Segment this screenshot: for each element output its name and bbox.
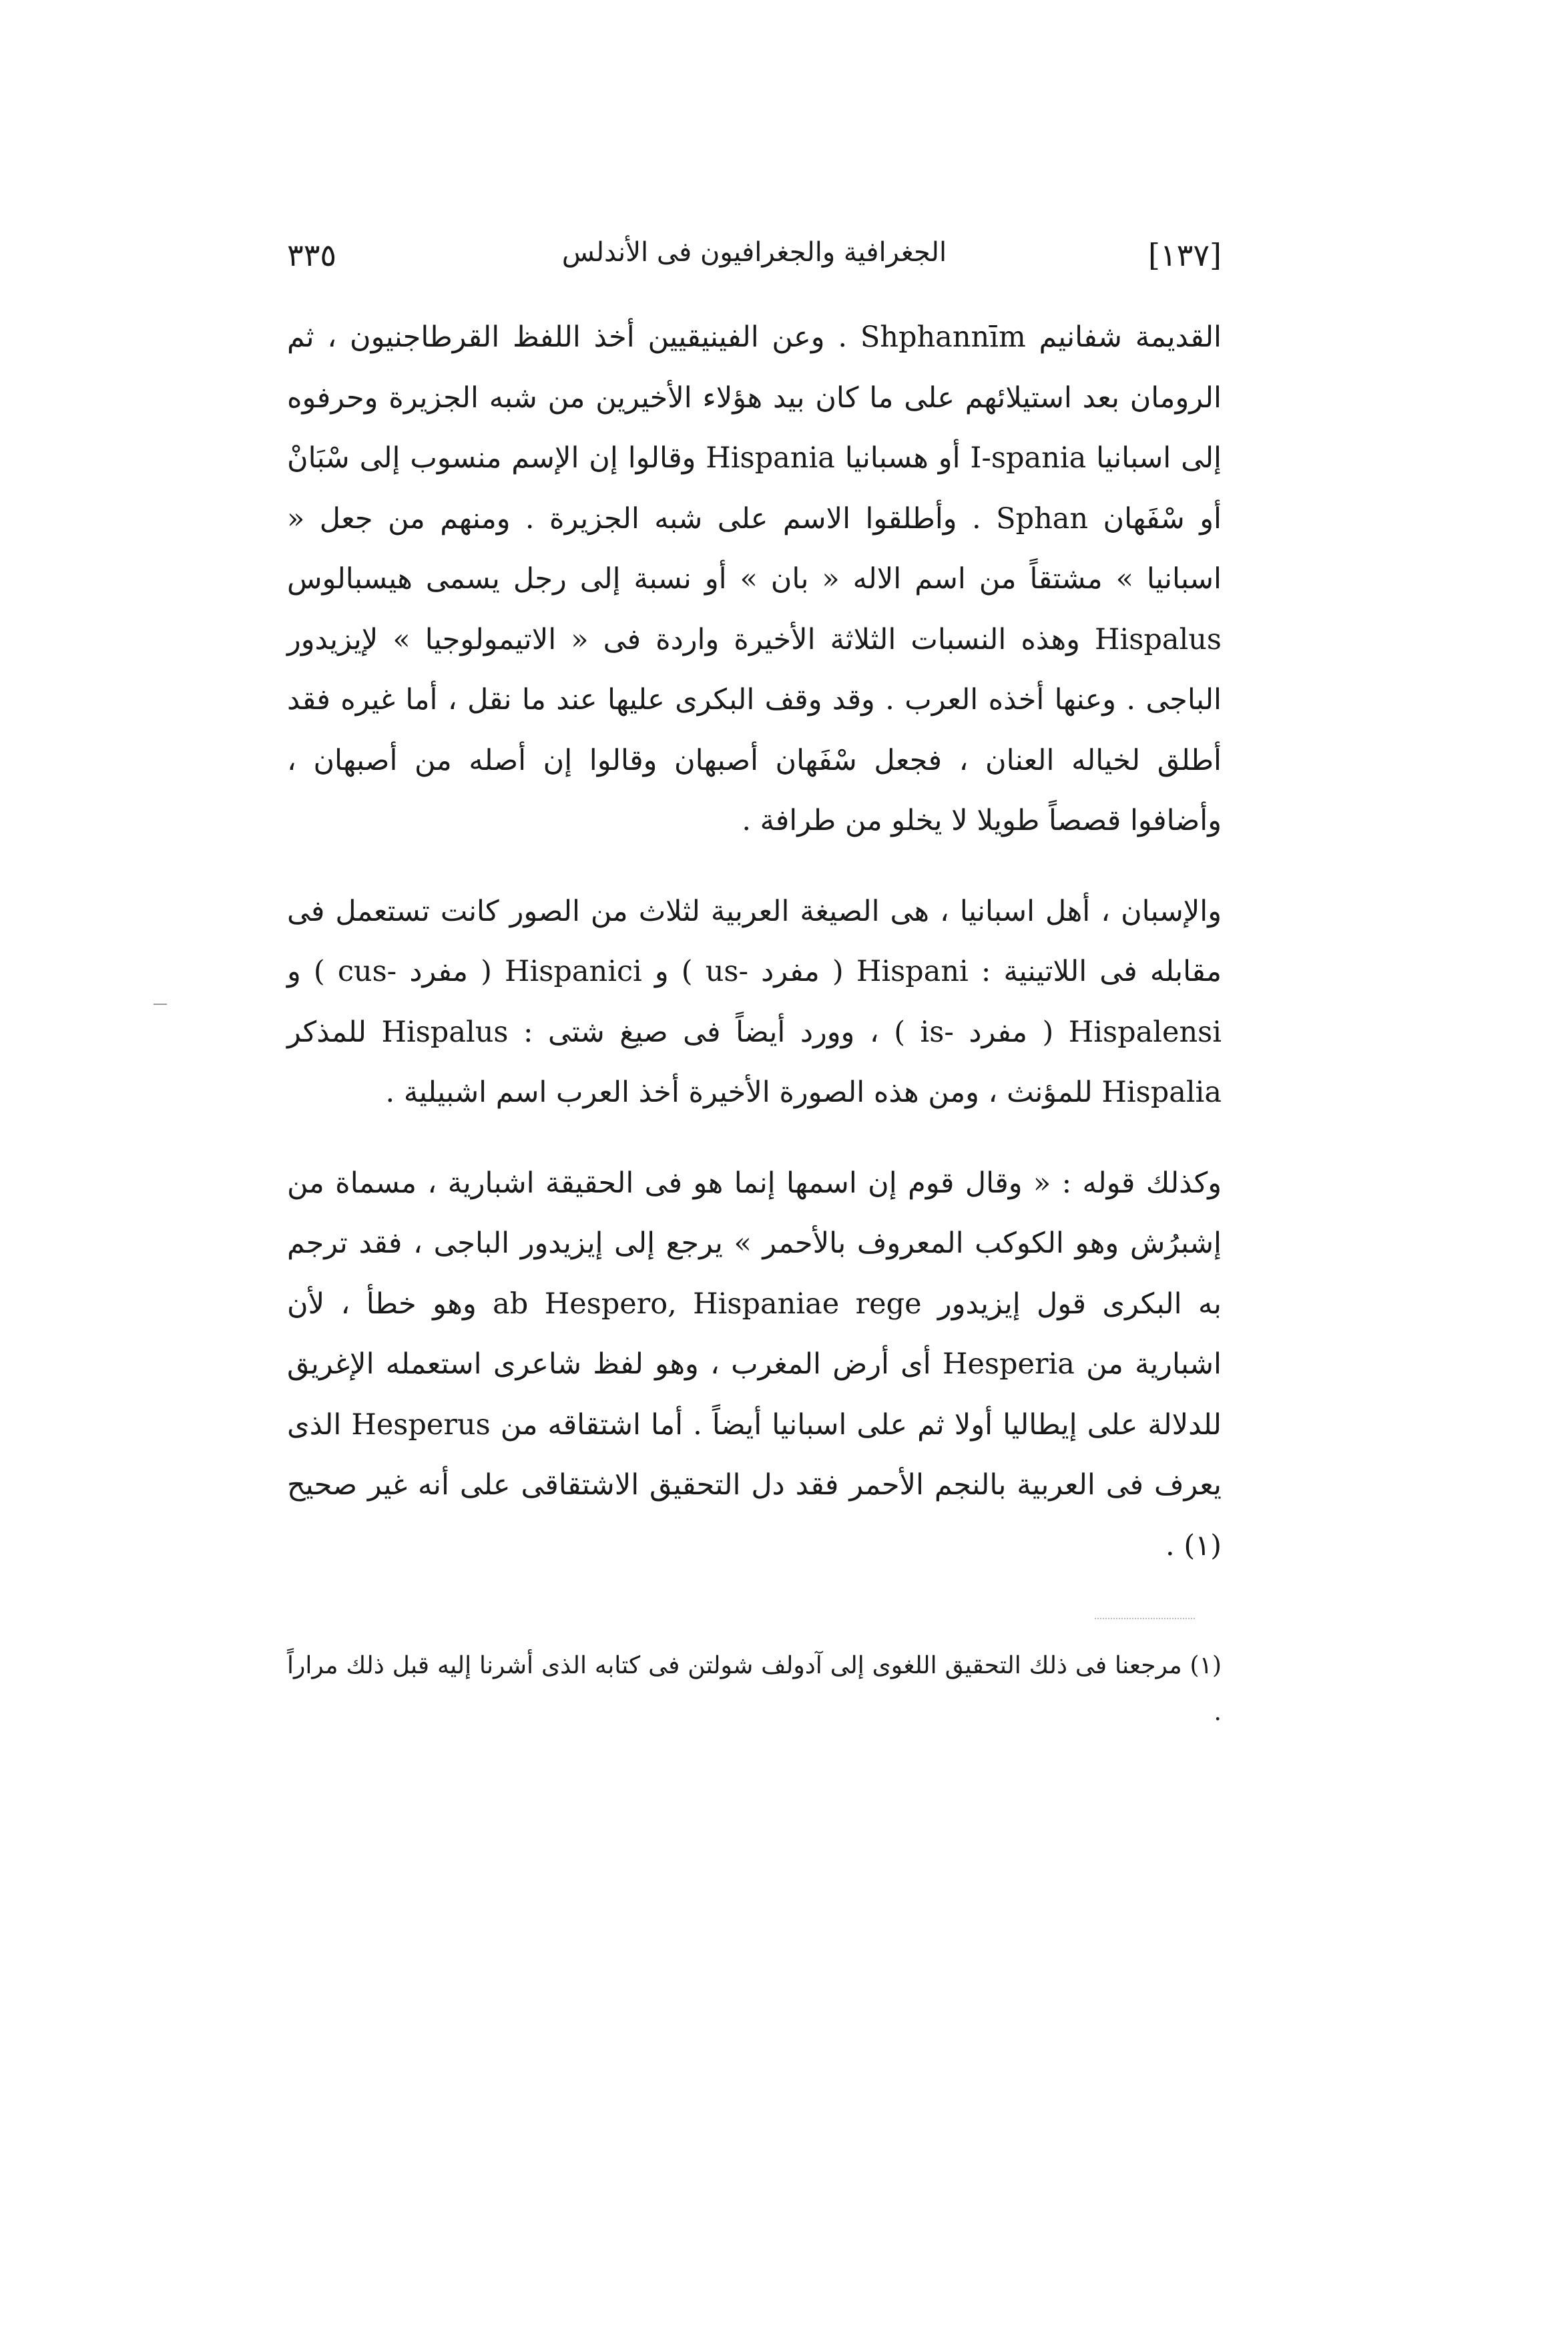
- page-header: [287, 237, 1222, 290]
- paragraph-3: وكذلك قوله : « وقال قوم إن اسمها إنما هو فى الحقيقة اشبارية ، مسماة من إشبرُش وهو الكوكب المعروف بالأحمر » يرجع إلى إيزيدور الباجى ، فقد ترجم به البكرى قول إيزيدور ab Hespero, Hispaniae rege وهو خطأ ، لأن اشبارية من Hesperia أى أرض المغرب ، وهو لفظ شاعرى استعمله الإغريق للدلالة على إيطاليا أولا ثم على اسبانيا أيضاً . أما اشتقاقه من Hesperus الذى يعرف فى العربية بالنجم الأحمر فقد دل التحقيق الاشتقاقى على أنه غير صحيح (١) .: [287, 1166, 1222, 1562]
- body-text: [287, 307, 1222, 1576]
- page-number: ٣٣٥: [287, 237, 337, 273]
- footnote-separator: [1095, 1618, 1195, 1619]
- paragraph-1: القديمة شفانيم Shphannīm . وعن الفينيقيين أخذ اللفظ القرطاجنيون ، ثم الرومان بعد استيلائهم على ما كان بيد هؤلاء الأخيرين من شبه الجزيرة وحرفوه إلى اسبانيا I-spania أو هسبانيا Hispania وقالوا إن الإسم منسوب إلى سْبَانْ أو سْفَهان Sphan . وأطلقوا الاسم على شبه الجزيرة . ومنهم من جعل « اسبانيا » مشتقاً من اسم الاله « بان » أو نسبة إلى رجل يسمى هيسبالوس Hispalus وهذه النسبات الثلاثة الأخيرة واردة فى « الاتيمولوجيا » لإيزيدور الباجى . وعنها أخذه العرب . وقد وقف البكرى عليها عند ما نقل ، أما غيره فقد أطلق لخياله العنان ، فجعل سْفَهان أصبهان وقالوا إن أصله من أصبهان ، وأضافوا قصصاً طويلا لا يخلو من طرافة .: [287, 321, 1222, 837]
- footnote-text: (١) مرجعنا فى ذلك التحقيق اللغوى إلى آدولف شولتن فى كتابه الذى أشرنا إليه قبل ذلك مراراً .: [287, 1652, 1222, 1726]
- margin-mark: [154, 1004, 167, 1005]
- running-title: الجغرافية والجغرافيون فى الأندلس: [561, 237, 947, 268]
- bracketed-section-number: [١٣٧]: [1147, 237, 1222, 273]
- footnote: [287, 1643, 1222, 1736]
- paragraph-2: والإسبان ، أهل اسبانيا ، هى الصيغة العربية لثلاث من الصور كانت تستعمل فى مقابله فى اللاتينية : Hispani ( مفرد -us ) و Hispanici ( مفرد -cus ) و Hispalensi ( مفرد -is ) ، وورد أيضاً فى صيغ شتى : Hispalus للمذكر Hispalia للمؤنث ، ومن هذه الصورة الأخيرة أخذ العرب اسم اشبيلية .: [287, 894, 1222, 1109]
